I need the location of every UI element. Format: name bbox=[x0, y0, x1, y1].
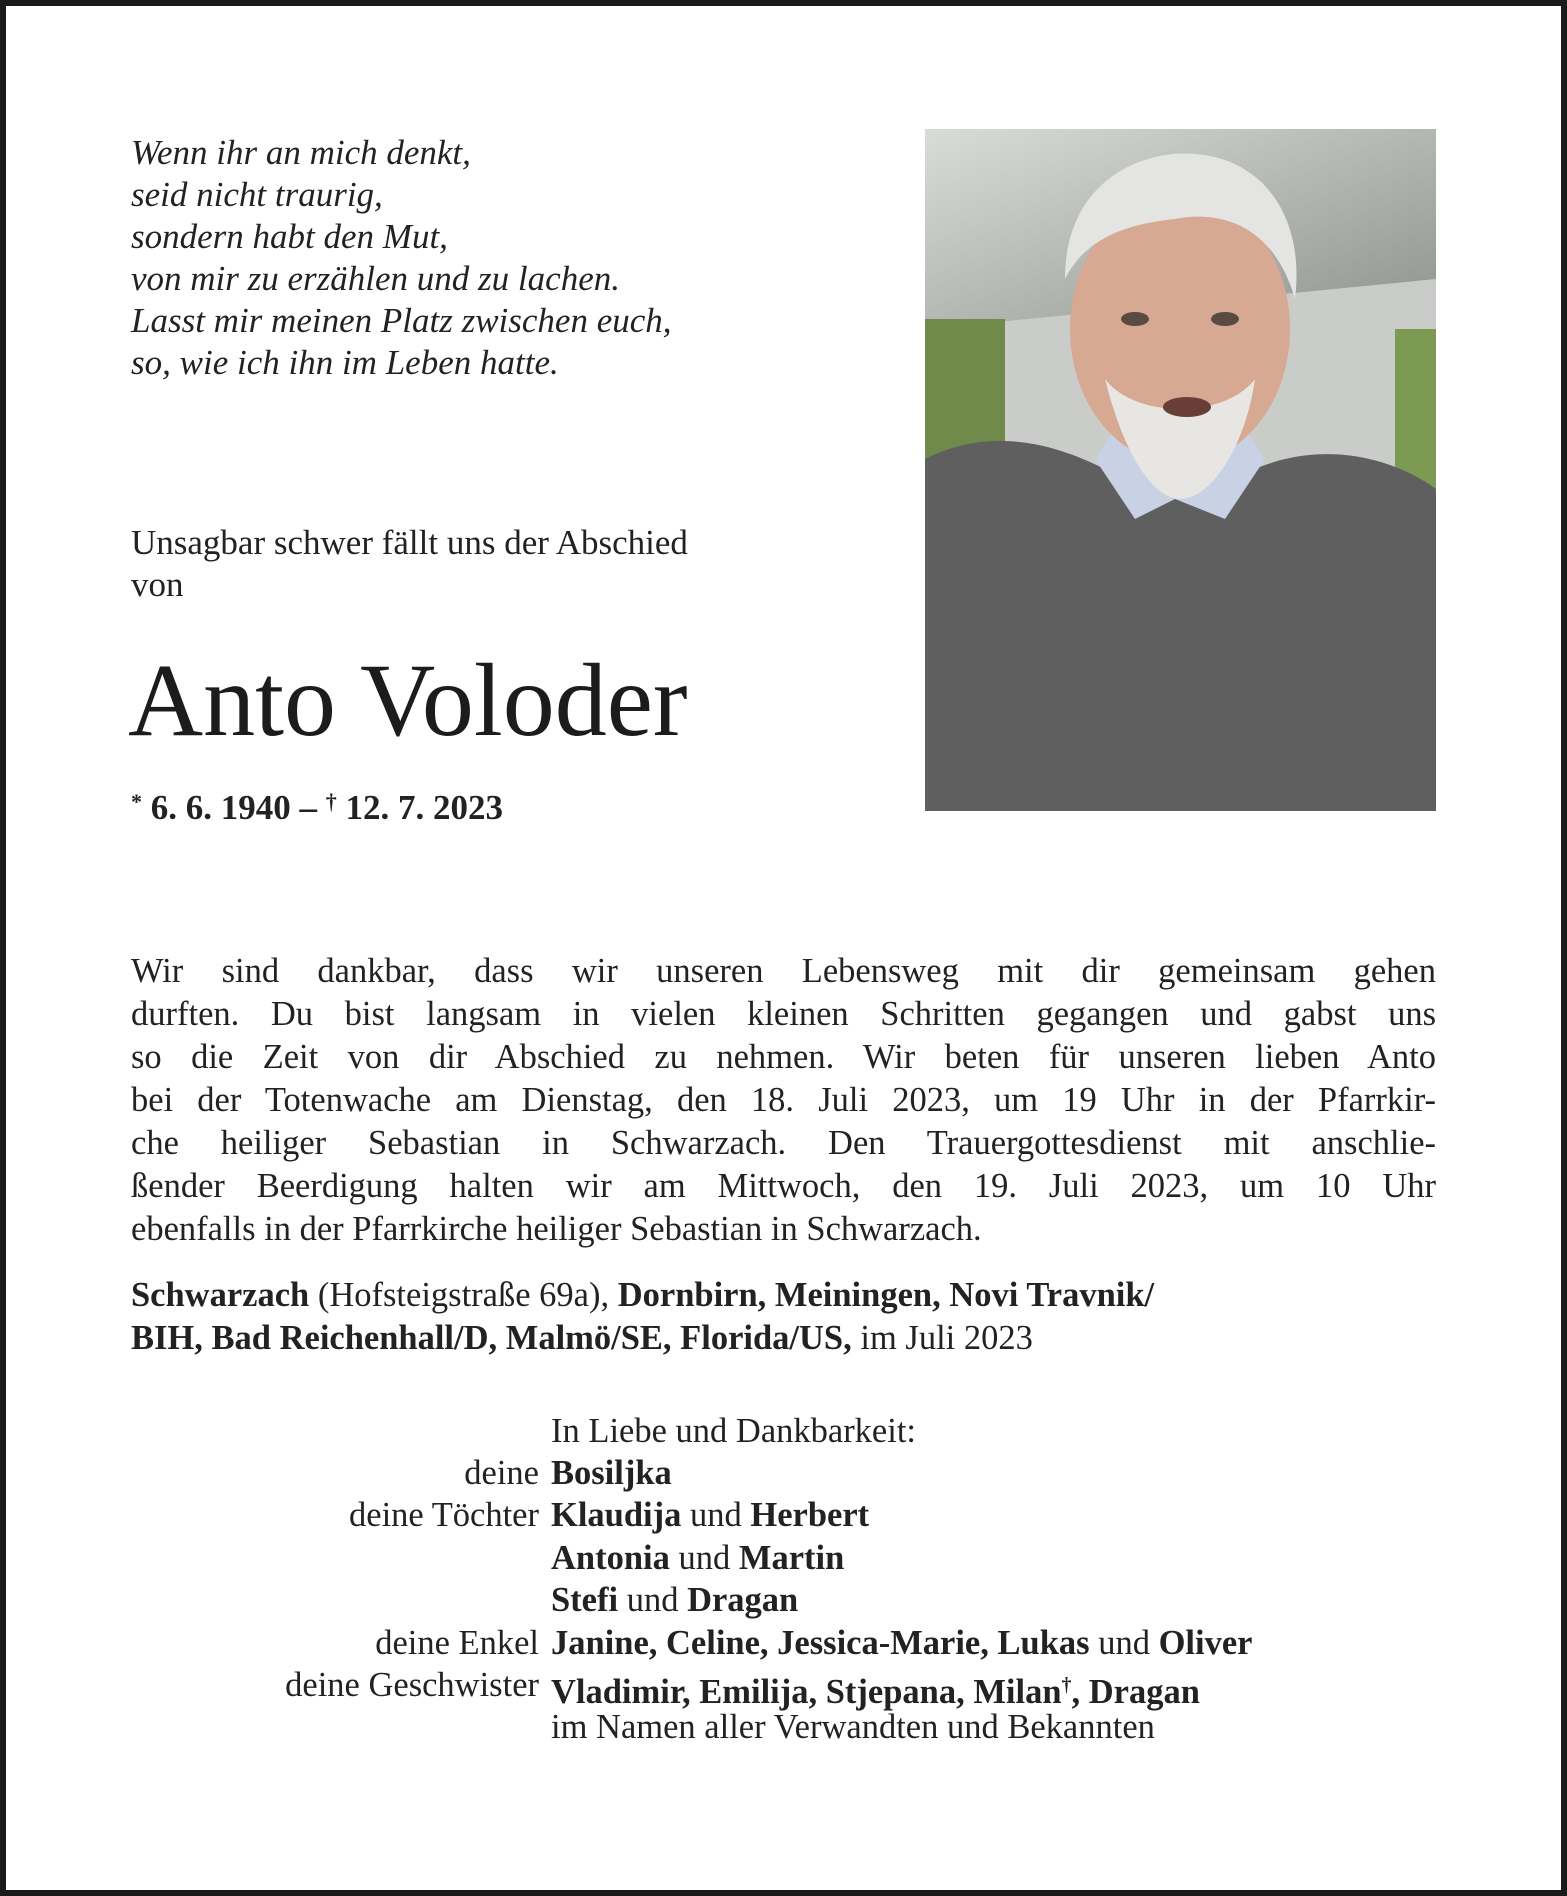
life-dates bbox=[131, 788, 503, 828]
mourner-row bbox=[6, 1494, 1561, 1536]
mourners-list bbox=[6, 1452, 1561, 1749]
places: Dornbirn, Meiningen, Novi Travnik/ bbox=[617, 1276, 1155, 1314]
mourner-row bbox=[6, 1537, 1561, 1579]
death-symbol: † bbox=[325, 789, 337, 814]
intro-line: von bbox=[131, 565, 184, 604]
mourner-row bbox=[6, 1452, 1561, 1494]
poem-line: so, wie ich ihn im Leben hatte. bbox=[131, 343, 559, 382]
farewell-intro bbox=[131, 522, 688, 606]
mourner-name: Klaudija bbox=[551, 1496, 682, 1535]
conjunction: und bbox=[618, 1581, 688, 1620]
poem-line: seid nicht traurig, bbox=[131, 175, 383, 214]
portrait-photo bbox=[925, 129, 1436, 811]
poem bbox=[131, 132, 672, 384]
mourner-name: Dragan bbox=[687, 1581, 799, 1620]
date-separator: – bbox=[290, 788, 326, 827]
death-date: 12. 7. 2023 bbox=[345, 788, 503, 827]
mourner-name: Martin bbox=[738, 1538, 845, 1577]
mourner-row bbox=[6, 1579, 1561, 1621]
paragraph-line: Wir sind dankbar, dass wir unseren Lebensweg mit dir gemeinsam gehen bbox=[131, 952, 1436, 990]
paragraph-line: bei der Totenwache am Dienstag, den 18. Juli 2023, um 19 Uhr in der Pfarrkir- bbox=[131, 1081, 1436, 1119]
place: Schwarzach bbox=[131, 1276, 310, 1314]
announcement-paragraph bbox=[131, 950, 1436, 1251]
mourner-name: Oliver bbox=[1158, 1623, 1253, 1662]
intro-line: Unsagbar schwer fällt uns der Abschied bbox=[131, 523, 688, 562]
mourner-row bbox=[6, 1706, 1561, 1748]
relation-label: deine Geschwister bbox=[285, 1665, 539, 1704]
thanks-heading: In Liebe und Dankbarkeit: bbox=[551, 1412, 916, 1450]
poem-line: Lasst mir meinen Platz zwischen euch, bbox=[131, 301, 672, 340]
relation-label: deine Töchter bbox=[349, 1496, 539, 1535]
conjunction: und bbox=[669, 1538, 739, 1577]
mourner-name: Antonia bbox=[551, 1538, 670, 1577]
address: (Hofsteigstraße 69a), bbox=[309, 1276, 618, 1314]
deceased-dagger: † bbox=[1061, 1673, 1072, 1696]
location-line bbox=[131, 1274, 1154, 1360]
poem-line: Wenn ihr an mich denkt, bbox=[131, 133, 471, 172]
birth-date: 6. 6. 1940 bbox=[150, 788, 291, 827]
paragraph-line: so die Zeit von dir Abschied zu nehmen. Wir beten für unseren lieben Anto bbox=[131, 1038, 1436, 1076]
paragraph-line: durften. Du bist langsam in vielen kleinen Schritten gegangen und gabst uns bbox=[131, 995, 1436, 1033]
relation-label: deine Enkel bbox=[375, 1623, 539, 1662]
date-text: im Juli 2023 bbox=[851, 1319, 1033, 1357]
places: BIH, Bad Reichenhall/D, Malmö/SE, Florida/US, bbox=[131, 1319, 852, 1357]
mourner-name: Stefi bbox=[551, 1581, 619, 1620]
conjunction: und bbox=[681, 1496, 751, 1535]
poem-line: sondern habt den Mut, bbox=[131, 217, 448, 256]
poem-line: von mir zu erzählen und zu lachen. bbox=[131, 259, 620, 298]
paragraph-line: che heiliger Sebastian in Schwarzach. Den Trauergottesdienst mit anschlie- bbox=[131, 1124, 1436, 1162]
deceased-name: Anto Voloder bbox=[128, 643, 688, 758]
mourner-names: Janine, Celine, Jessica-Marie, Lukas bbox=[551, 1623, 1090, 1662]
paragraph-line: ßender Beerdigung halten wir am Mittwoch, den 19. Juli 2023, um 10 Uhr bbox=[131, 1167, 1436, 1205]
portrait-image bbox=[925, 129, 1436, 811]
conjunction: und bbox=[1089, 1623, 1159, 1662]
mourner-names: Bosiljka bbox=[551, 1454, 672, 1492]
obituary-page bbox=[6, 6, 1561, 1890]
mourner-names: Vladimir, Emilija, Stjepana, Milan bbox=[551, 1672, 1062, 1711]
mourner-name: Herbert bbox=[750, 1496, 870, 1535]
closing-line: im Namen aller Verwandten und Bekannten bbox=[551, 1708, 1155, 1747]
mourner-row bbox=[6, 1664, 1561, 1711]
relation-label: deine bbox=[464, 1454, 539, 1492]
paragraph-line: ebenfalls in der Pfarrkirche heiliger Sebastian in Schwarzach. bbox=[131, 1210, 982, 1248]
mourner-row bbox=[6, 1622, 1561, 1664]
mourner-name: , Dragan bbox=[1071, 1672, 1200, 1711]
birth-symbol: * bbox=[131, 789, 142, 814]
